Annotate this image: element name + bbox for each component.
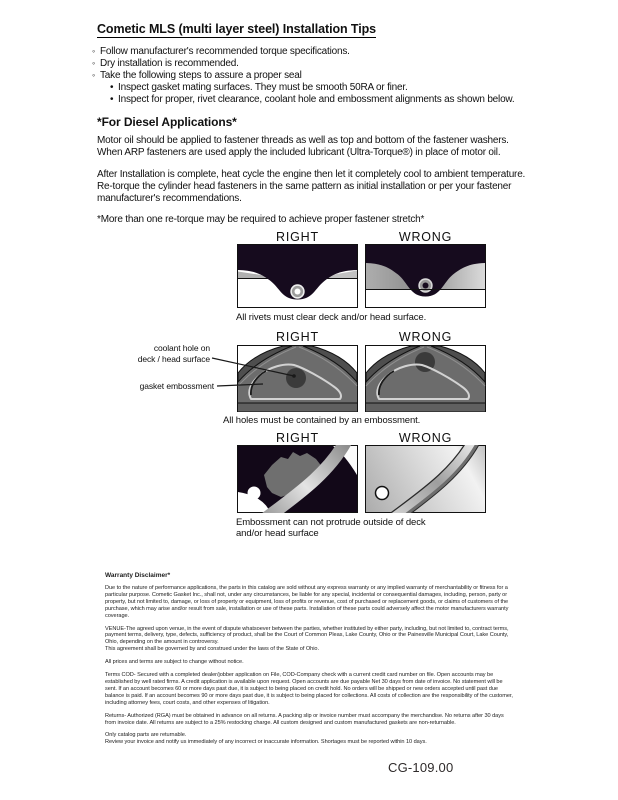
embossment-wrong-illustration	[365, 345, 486, 412]
fig3-wrong-label: WRONG	[398, 431, 453, 445]
tip-text: Inspect for proper, rivet clearance, coolant hole and embossment alignments as shown below.	[118, 93, 515, 105]
diesel-heading: *For Diesel Applications*	[97, 115, 237, 129]
fig2-right-label: RIGHT	[276, 330, 319, 344]
installation-tips-list	[92, 46, 552, 106]
protrusion-wrong-illustration	[365, 445, 486, 513]
tip-text: Inspect gasket mating surfaces. They must be smooth 50RA or finer.	[118, 81, 408, 93]
rivet-clear-wrong-illustration	[365, 244, 486, 308]
fig3-wrong-diagram	[365, 445, 486, 513]
fig2-coolant-label	[100, 343, 210, 364]
warranty-paragraph: All prices and terms are subject to change without notice.	[105, 659, 244, 666]
diesel-paragraph: After Installation is complete, heat cycle the engine then let it completely cool to ambient temperature. Re-torque the cylinder head fasteners in the same pattern as initial installation or per your fastener manufacturer's recommendations.	[97, 168, 526, 205]
list-item	[92, 46, 552, 58]
warranty-paragraph: This agreement shall be governed by and construed under the laws of the State of Ohio.	[105, 646, 319, 653]
fig3-caption	[236, 517, 456, 539]
label-line: coolant hole on	[153, 343, 210, 353]
list-item	[92, 70, 552, 82]
sub-bullet-icon: •	[110, 81, 114, 93]
fig3-right-label: RIGHT	[276, 431, 319, 445]
warranty-heading: Warranty Disclaimer*	[105, 572, 171, 579]
fig1-wrong-diagram	[365, 244, 486, 308]
bullet-icon: ◦	[92, 46, 95, 56]
warranty-paragraph: Only catalog parts are returnable.	[105, 732, 187, 739]
page-code: CG-109.00	[388, 760, 454, 775]
warranty-disclaimer-section	[105, 572, 513, 752]
label-line: deck / head surface	[137, 353, 210, 364]
fig2-embossment-label: gasket embossment	[139, 381, 214, 391]
list-item	[92, 58, 552, 70]
fig1-right-label: RIGHT	[276, 230, 319, 244]
warranty-paragraph: Returns- Authorized (RGA) must be obtained in advance on all returns. A packing slip or invoice number must accompany the merchandise. No returns after 30 days from invoice date. All returns are subject to a 25% restocking charge. All custom designed and custom manufactured gaskets are non-returnable.	[105, 712, 504, 726]
page-title: Cometic MLS (multi layer steel) Installation Tips	[97, 22, 376, 36]
fig2-right-diagram	[237, 345, 358, 412]
caption-line: Embossment can not protrude outside of deck	[236, 517, 426, 528]
fig3-right-diagram	[237, 445, 358, 513]
list-item	[110, 94, 552, 106]
fig1-caption: All rivets must clear deck and/or head surface.	[236, 312, 427, 323]
warranty-paragraph: Due to the nature of performance applications, the parts in this catalog are sold without any express warranty or any implied warranty of merchantability or fitness for a particular purpose. Cometic Gasket Inc., shall not, under any circumstances, be liable for any special, incidental or consequential damages, including, person, party or property, but not limited to, damage, or loss of property or equipment, loss of profits or revenue, cost of purchased or replacement goods, or claims of customers of the purchase, which may arise and/or result from sale, installation or use of these parts. Installation of these parts could adversely affect the motor manufacturers warranty coverage.	[105, 585, 509, 619]
bullet-icon: ◦	[92, 69, 95, 80]
fig1-wrong-label: WRONG	[398, 230, 453, 244]
warranty-paragraph: Terms COD- Secured with a completed dealer/jobber application on File, COD-Company check with a current credit card number on file. Open accounts may be established by well rated firms. A credit application is available upon request. Open accounts are due payable Net 30 days from date of invoice. No statement will be sent. If an account becomes 60 or more days past due, it is subject to being placed on credit hold. No orders will be shipped or new orders accepted until past due balance is paid. If an account becomes 90 or more days past due, it is subject to being placed for collections. All costs of collection are the responsibility of the customer, including attorney fees, court costs, and other expenses of litigation.	[105, 672, 513, 706]
warranty-paragraph: Review your invoice and notify us immediately of any incorrect or inaccurate information. Shortages must be reported within 10 days.	[105, 739, 427, 746]
fig2-wrong-diagram	[365, 345, 486, 412]
caption-line: and/or head surface	[236, 528, 319, 539]
fig1-right-diagram	[237, 244, 358, 308]
fig2-caption: All holes must be contained by an embossment.	[223, 415, 421, 426]
warranty-paragraph: VENUE-The agreed upon venue, in the event of dispute whatsoever between the parties, whether instituted by either party, including, but not limited to, contract terms, payment terms, delivery, type, defects, sufficiency of product, shall be the Court of Common Pleas, Lake County, Ohio or the Painesville Municipal Court, Lake County, Ohio, depending on the amount in controversy.	[105, 625, 509, 646]
diesel-section	[97, 116, 534, 235]
fig2-wrong-label: WRONG	[398, 330, 453, 344]
tip-text: Follow manufacturer's recommended torque specifications.	[100, 46, 350, 57]
tip-text: Dry installation is recommended.	[100, 57, 239, 69]
sub-bullet-icon: •	[110, 93, 114, 105]
diesel-paragraph: *More than one re-torque may be required to achieve proper fastener stretch*	[97, 214, 425, 226]
tip-text: Take the following steps to assure a proper seal	[100, 69, 302, 81]
embossment-right-illustration	[237, 345, 358, 412]
diesel-paragraph: Motor oil should be applied to fastener threads as well as top and bottom of the fastener washers. When ARP fasteners are used apply the included lubricant (Ultra-Torque®) in place of motor oil.	[97, 135, 509, 159]
protrusion-right-illustration	[237, 445, 358, 513]
rivet-clear-right-illustration	[237, 244, 358, 308]
list-item	[110, 82, 552, 94]
bullet-icon: ◦	[92, 57, 95, 68]
